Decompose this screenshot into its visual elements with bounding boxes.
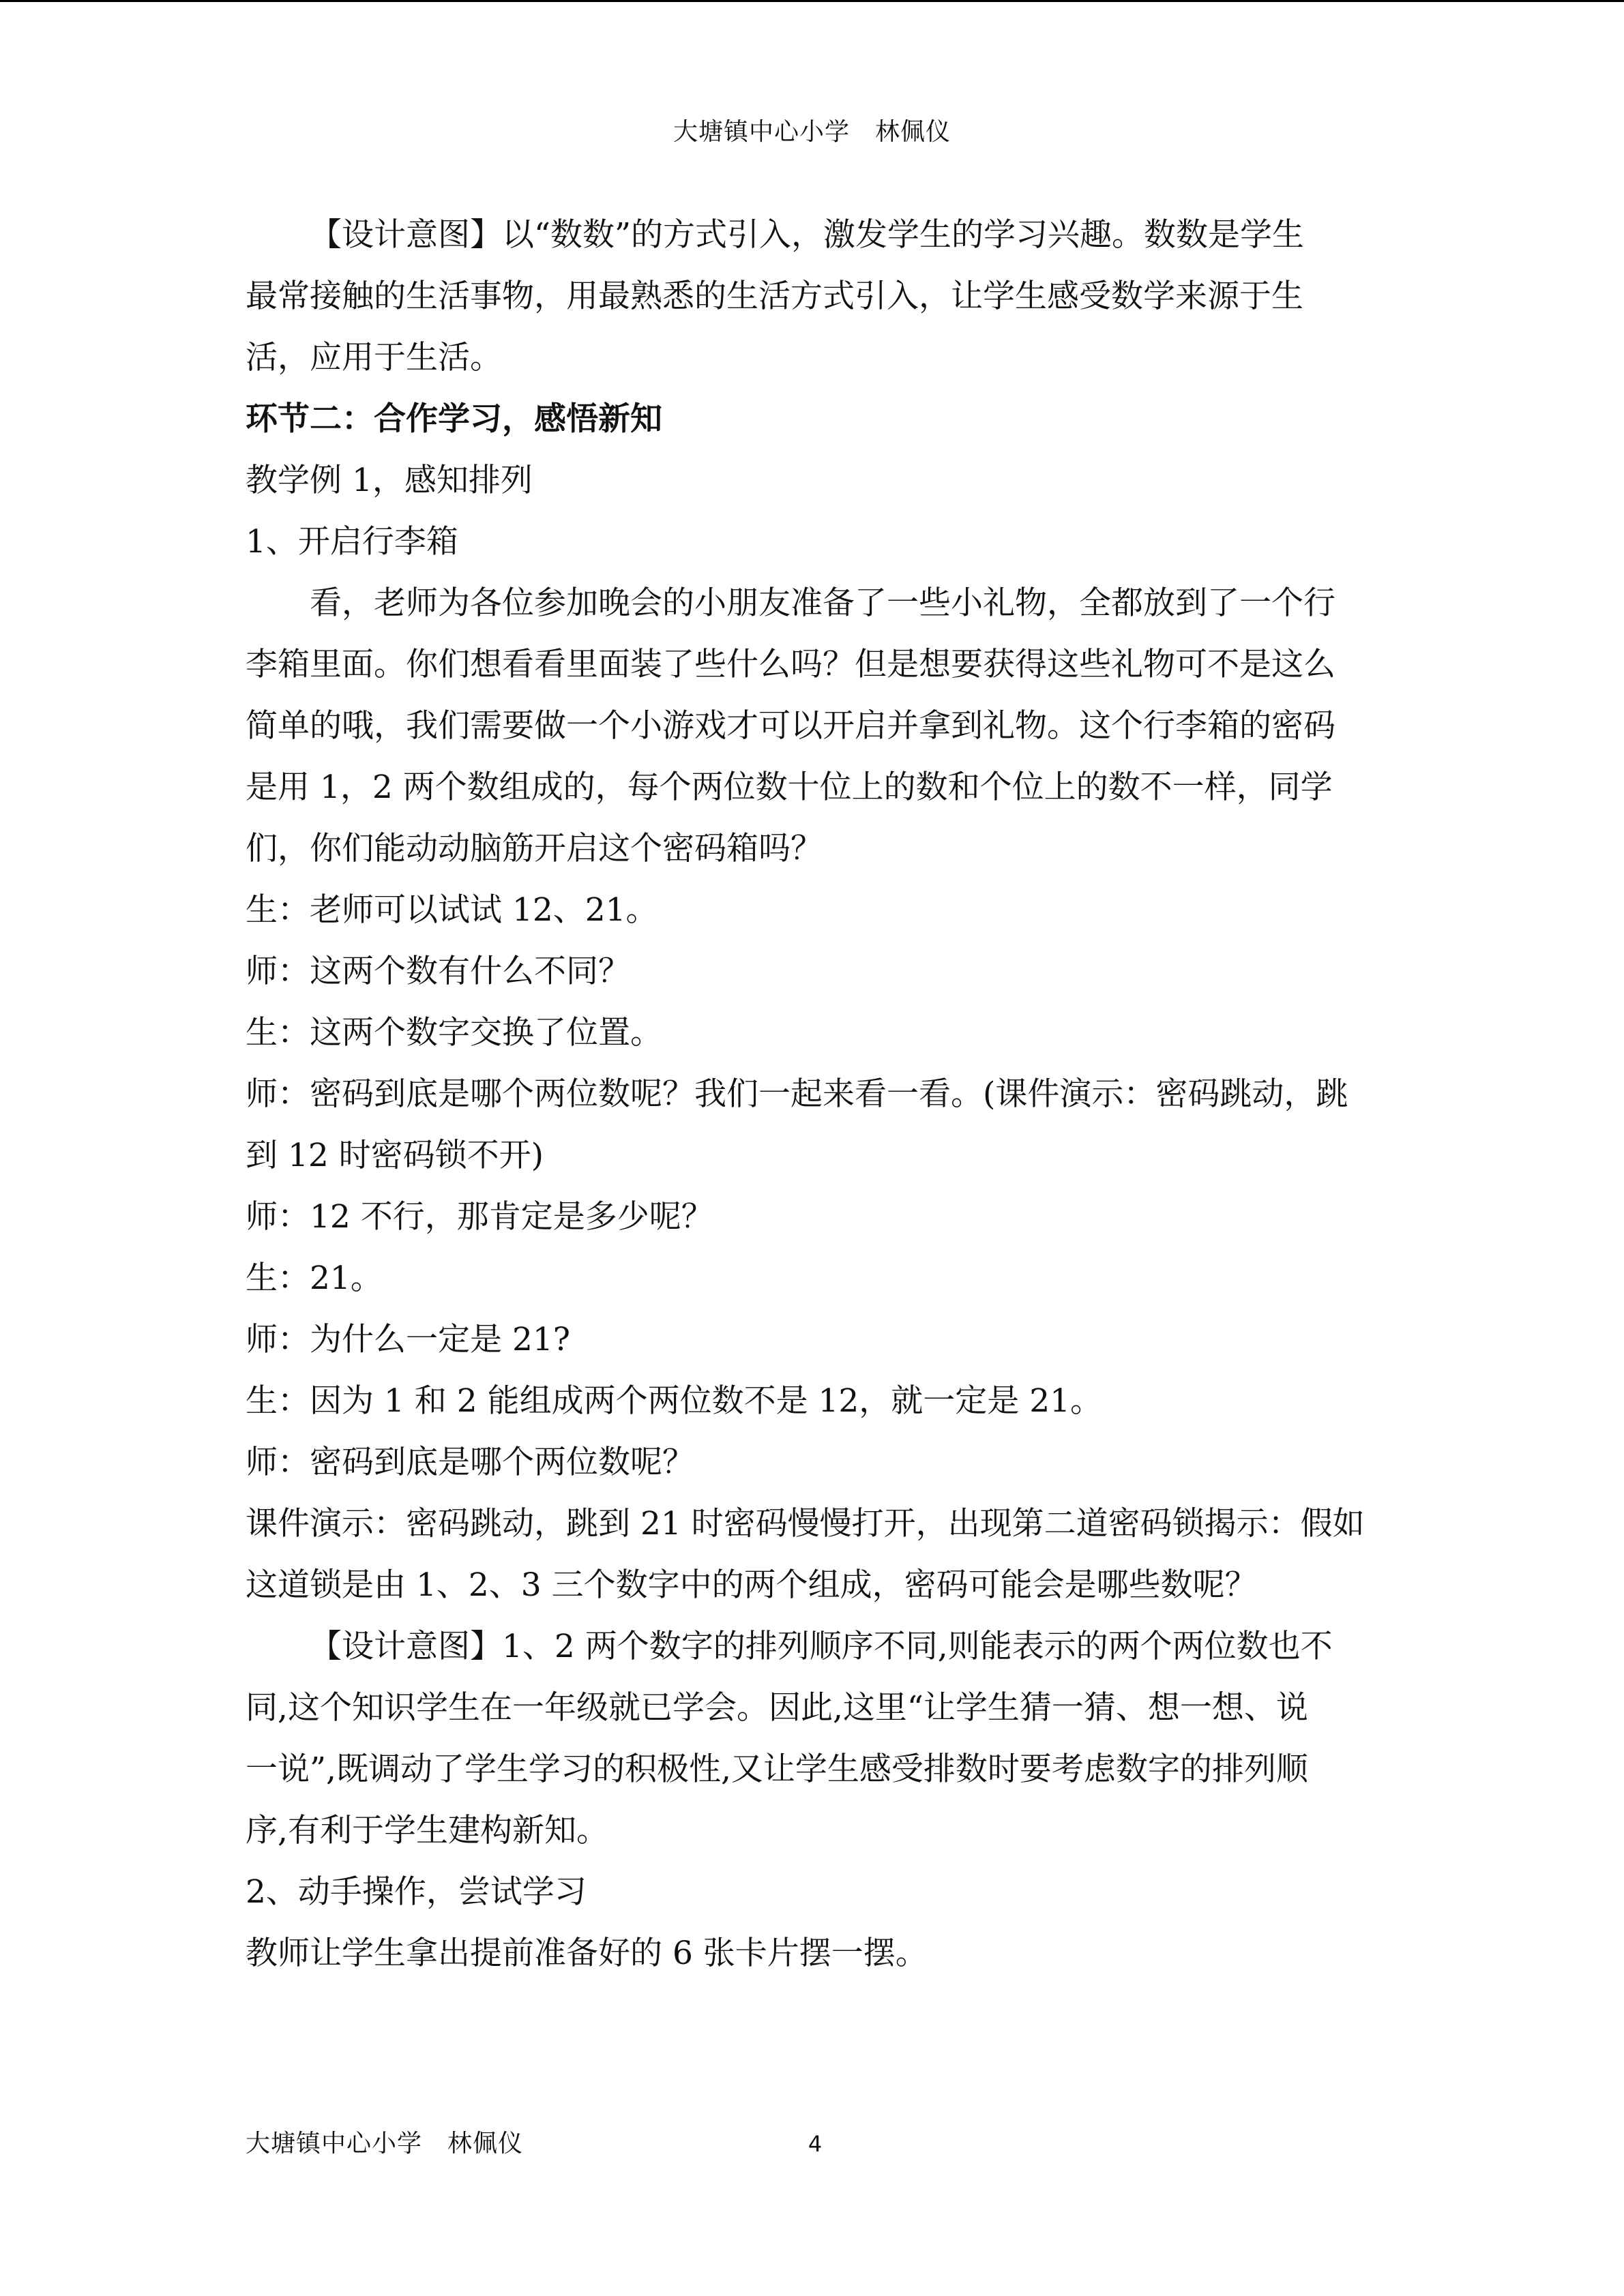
footer-school-name: 大塘镇中心小学 林佩仪 (246, 2130, 524, 2158)
running-header: 大塘镇中心小学 林佩仪 (673, 118, 951, 146)
text-line: 教学例 1，感知排列 (246, 462, 533, 499)
section-heading: 环节二：合作学习，感悟新知 (246, 400, 662, 438)
text-line: 教师让学生拿出提前准备好的 6 张卡片摆一摆。 (246, 1935, 928, 1972)
text-line: 序,有利于学生建构新知。 (246, 1812, 608, 1849)
text-line: 师：这两个数有什么不同？ (246, 953, 630, 990)
page-number: 4 (808, 2131, 823, 2157)
text-line: 师：12 不行，那肯定是多少呢？ (246, 1198, 713, 1236)
text-line: 师：为什么一定是 21? (246, 1321, 570, 1358)
text-line: 【设计意图】以“数数”的方式引入，激发学生的学习兴趣。数数是学生 (310, 216, 1305, 254)
text-line: 简单的哦，我们需要做一个小游戏才可以开启并拿到礼物。这个行李箱的密码 (246, 707, 1335, 745)
text-line: 到 12 时密码锁不开) (246, 1137, 544, 1174)
text-line: 2、动手操作，尝试学习 (246, 1873, 587, 1911)
text-line: 活，应用于生活。 (246, 339, 502, 376)
text-line: 生：21。 (246, 1259, 383, 1297)
text-line: 同,这个知识学生在一年级就已学会。因此,这里“让学生猜一猜、想一想、说 (246, 1689, 1308, 1727)
text-line: 李箱里面。你们想看看里面装了些什么吗？但是想要获得这些礼物可不是这么 (246, 646, 1335, 683)
document-body (246, 205, 1378, 1984)
text-line: 看，老师为各位参加晚会的小朋友准备了一些小礼物，全都放到了一个行 (310, 584, 1335, 622)
text-line: 们，你们能动动脑筋开启这个密码箱吗？ (246, 830, 823, 867)
text-line: 师：密码到底是哪个两位数呢？我们一起来看一看。(课件演示：密码跳动，跳 (246, 1075, 1348, 1113)
text-line: 生：老师可以试试 12、21。 (246, 891, 658, 929)
text-line: 师：密码到底是哪个两位数呢？ (246, 1444, 694, 1481)
text-line: 是用 1，2 两个数组成的，每个两位数十位上的数和个位上的数不一样，同学 (246, 769, 1333, 806)
text-line: 课件演示：密码跳动，跳到 21 时密码慢慢打开，出现第二道密码锁揭示：假如 (246, 1505, 1365, 1542)
text-line: 一说”,既调动了学生学习的积极性,又让学生感受排数时要考虑数字的排列顺 (246, 1750, 1308, 1788)
text-line: 最常接触的生活事物，用最熟悉的生活方式引入，让学生感受数学来源于生 (246, 278, 1303, 315)
text-line: 生：这两个数字交换了位置。 (246, 1014, 662, 1052)
top-border-line (0, 0, 1624, 2)
text-line: 生：因为 1 和 2 能组成两个两位数不是 12，就一定是 21。 (246, 1382, 1103, 1420)
text-line: 1、开启行李箱 (246, 523, 458, 561)
text-line: 【设计意图】1、2 两个数字的排列顺序不同,则能表示的两个两位数也不 (310, 1628, 1333, 1665)
text-line: 这道锁是由 1、2、3 三个数字中的两个组成，密码可能会是哪些数呢？ (246, 1566, 1257, 1604)
